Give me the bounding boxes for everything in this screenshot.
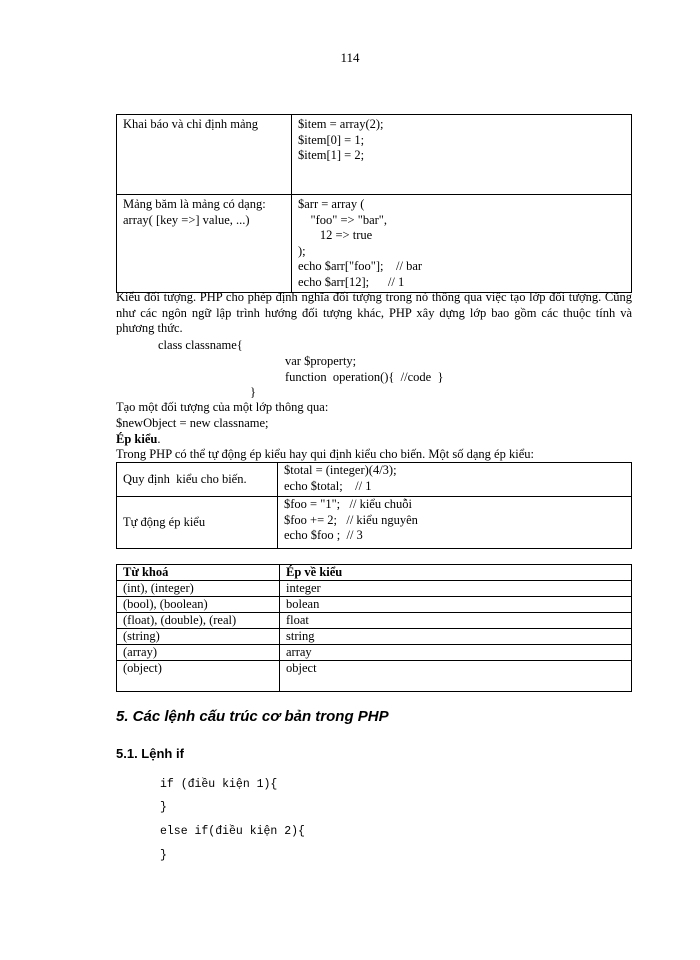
code-line: echo $arr[12]; // 1 bbox=[298, 274, 405, 289]
cast-heading bbox=[116, 432, 160, 448]
table-cell: string bbox=[280, 629, 632, 645]
class-code-line: var $property; bbox=[285, 354, 357, 368]
page-number: 114 bbox=[340, 50, 360, 65]
if-code-line: else if(điều kiện 2){ bbox=[160, 825, 305, 838]
code-line: $item[0] = 1; bbox=[298, 132, 365, 147]
table-row bbox=[117, 613, 632, 629]
table-cell: object bbox=[280, 661, 632, 692]
object-paragraph: Kiểu đối tượng. PHP cho phép định nghĩa đối tượng trong nó thông qua việc tạo lớp đối tượng. Cũng như các ngôn ngữ lập trình hướng đối tượng khác, PHP xây dựng lớp bao gồm các thuộc tính và phương thức. bbox=[116, 290, 632, 335]
if-code-line: } bbox=[160, 801, 167, 814]
table-row bbox=[117, 115, 632, 195]
if-code-line: } bbox=[160, 849, 167, 862]
table-cell: (float), (double), (real) bbox=[117, 613, 280, 629]
table-cell: array bbox=[280, 645, 632, 661]
cast-heading-dot: . bbox=[157, 432, 161, 446]
code-line: $item[1] = 2; bbox=[298, 148, 365, 162]
table-cell-label bbox=[117, 463, 278, 497]
code-line: echo $foo ; // 3 bbox=[284, 528, 363, 542]
code-line: $total = (integer)(4/3); bbox=[284, 463, 397, 477]
create-object-text: Tạo một đối tượng của một lớp thông qua: bbox=[116, 400, 329, 414]
table-cell-label bbox=[117, 497, 278, 549]
new-object-code: $newObject = new classname; bbox=[116, 416, 269, 430]
table-header-row bbox=[117, 565, 632, 581]
table-cell-label bbox=[117, 115, 292, 195]
label-text: Khai báo và chỉ định mảng bbox=[123, 117, 259, 131]
table-cell-code bbox=[292, 195, 632, 293]
cast-table bbox=[116, 462, 632, 549]
table-cell: (object) bbox=[117, 661, 280, 692]
table-row bbox=[117, 597, 632, 613]
class-code-line: } bbox=[250, 385, 256, 399]
table-cell: (int), (integer) bbox=[117, 581, 280, 597]
section-heading: 5. Các lệnh cấu trúc cơ bản trong PHP bbox=[116, 708, 389, 725]
table-cell: float bbox=[280, 613, 632, 629]
table-row bbox=[117, 195, 632, 293]
label-text: Quy định kiểu cho biến. bbox=[123, 471, 247, 486]
code-line: 12 => true bbox=[298, 228, 373, 242]
table-cell-code bbox=[292, 115, 632, 195]
column-header: Từ khoá bbox=[117, 565, 280, 581]
array-table bbox=[116, 114, 632, 293]
table-cell: (array) bbox=[117, 645, 280, 661]
code-line: echo $arr["foo"]; // bar bbox=[298, 259, 423, 273]
table-cell: (string) bbox=[117, 629, 280, 645]
table-cell: integer bbox=[280, 581, 632, 597]
table-row bbox=[117, 581, 632, 597]
table-cell-code bbox=[278, 497, 632, 549]
column-header: Ép về kiểu bbox=[280, 565, 632, 581]
table-row bbox=[117, 645, 632, 661]
label-text: Mảng băm là mảng có dạng: bbox=[123, 197, 266, 211]
code-line: echo $total; // 1 bbox=[284, 478, 372, 493]
table-cell-label bbox=[117, 195, 292, 293]
class-code-line: class classname{ bbox=[158, 338, 243, 352]
cast-heading-text: Ép kiểu bbox=[116, 432, 158, 446]
table-row bbox=[117, 497, 632, 549]
code-line: ); bbox=[298, 243, 306, 258]
class-code-line: function operation(){ //code } bbox=[285, 370, 444, 384]
subsection-heading: 5.1. Lệnh if bbox=[116, 746, 184, 761]
table-cell-code bbox=[278, 463, 632, 497]
code-line: $foo += 2; // kiểu nguyên bbox=[284, 512, 418, 527]
if-code-line: if (điều kiện 1){ bbox=[160, 778, 278, 791]
code-line: $arr = array ( bbox=[298, 197, 365, 211]
label-text: Tự động ép kiểu bbox=[123, 514, 206, 529]
code-line: "foo" => "bar", bbox=[298, 212, 388, 227]
code-line: $foo = "1"; // kiểu chuỗi bbox=[284, 497, 413, 511]
table-cell: (bool), (boolean) bbox=[117, 597, 280, 613]
keyword-table bbox=[116, 564, 632, 692]
table-row bbox=[117, 661, 632, 692]
table-row bbox=[117, 463, 632, 497]
code-line: $item = array(2); bbox=[298, 117, 384, 131]
label-text: array( [key =>] value, ...) bbox=[123, 212, 250, 227]
cast-paragraph: Trong PHP có thể tự động ép kiểu hay qui định kiểu cho biến. Một số dạng ép kiểu: bbox=[116, 447, 534, 461]
table-row bbox=[117, 629, 632, 645]
table-cell: bolean bbox=[280, 597, 632, 613]
